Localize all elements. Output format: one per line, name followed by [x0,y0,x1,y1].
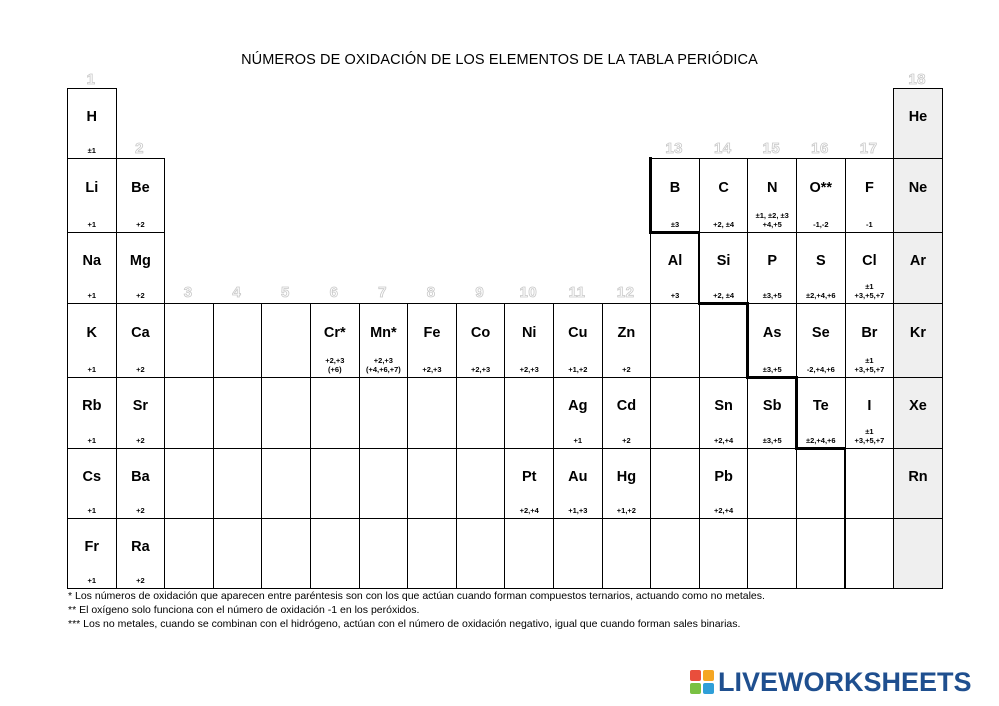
empty-cell [747,448,797,519]
group-number-17: 17 [859,140,878,157]
element-symbol: B [669,179,681,196]
element-cell-p [747,232,797,304]
empty-cell [261,377,311,449]
footnote-1: * Los números de oxidación que aparecen entre paréntesis son con los que actúan cuando forman compuestos ternarios, actuando como no metales. [68,590,765,602]
element-symbol: Pb [714,468,733,485]
element-symbol: Zn [617,324,636,341]
element-symbol: Sn [714,397,733,414]
element-symbol: Cu [568,324,588,341]
empty-cell [845,448,895,519]
element-cell-s [796,232,846,304]
oxidation-numbers: ±2,+4,+6 [806,291,836,300]
element-symbol: O** [809,179,833,196]
element-cell-f [845,158,895,233]
element-symbol: Cl [862,252,877,269]
element-cell-ar [893,232,943,304]
oxidation-numbers: +2,+3 [422,365,442,374]
element-symbol: P [767,252,778,269]
empty-cell [504,377,554,449]
oxidation-numbers: +1,+3 [568,506,588,515]
empty-cell [456,377,506,449]
element-cell-sb [747,377,797,449]
empty-cell [407,448,457,519]
oxidation-numbers: +2,+3 (+6) [325,356,345,374]
element-symbol: Cr* [323,324,346,341]
element-cell-se [796,303,846,378]
empty-cell [407,518,457,589]
empty-cell [845,518,895,589]
group-number-2: 2 [135,140,145,157]
empty-cell [164,303,214,378]
empty-cell [310,518,360,589]
element-symbol: Xe [909,397,927,414]
element-cell-c [699,158,749,233]
element-symbol: He [908,108,928,125]
oxidation-numbers: +2,+4 [714,436,734,445]
boundary-line [844,447,847,588]
element-cell-na [67,232,117,304]
oxidation-numbers: +2 [622,436,631,445]
element-symbol: Sb [762,397,782,414]
oxidation-numbers: ±3 [670,220,680,229]
oxidation-numbers: +1 [87,365,97,374]
element-cell-ni [504,303,554,378]
element-symbol: S [815,252,826,269]
boundary-line [698,231,701,304]
element-cell-li [67,158,117,233]
element-cell-kr [893,303,943,378]
empty-cell [650,448,700,519]
element-symbol: Cd [616,397,637,414]
element-cell-as [747,303,797,378]
element-symbol: Hg [616,468,637,485]
empty-cell [213,448,263,519]
oxidation-numbers: +1 [573,436,583,445]
element-cell-pt [504,448,554,519]
element-symbol: Rb [82,397,102,414]
element-cell-al [650,232,700,304]
empty-cell [456,518,506,589]
empty-cell [213,518,263,589]
element-symbol: Be [131,179,150,196]
empty-cell [359,377,409,449]
group-number-10: 10 [519,284,538,301]
group-number-11: 11 [568,284,586,301]
oxidation-numbers: +1 [87,291,97,300]
empty-cell [213,377,263,449]
element-symbol: Al [667,252,683,269]
element-cell-co [456,303,506,378]
element-symbol: Te [812,397,829,414]
element-cell-h [67,88,117,159]
element-symbol: Se [811,324,830,341]
empty-cell [407,377,457,449]
element-cell-ag [553,377,603,449]
oxidation-numbers: +2, ±4 [713,220,735,229]
empty-cell [261,518,311,589]
empty-cell [553,518,603,589]
element-cell-cr [310,303,360,378]
oxidation-numbers: ±1 +3,+5,+7 [854,282,885,300]
boundary-line [649,231,700,234]
empty-cell [359,518,409,589]
element-cell-i [845,377,895,449]
element-symbol: Na [82,252,102,269]
oxidation-numbers: ±3,+5 [762,436,782,445]
oxidation-numbers: -2,+4,+6 [806,365,835,374]
element-symbol: Br [861,324,878,341]
oxidation-numbers: ±1 [87,146,96,155]
group-number-18: 18 [908,71,927,88]
element-symbol: C [718,179,729,196]
element-cell-cu [553,303,603,378]
empty-cell [310,448,360,519]
oxidation-numbers: +1,+2 [568,365,588,374]
oxidation-numbers: +2 [136,576,145,585]
oxidation-numbers: +1 [87,576,97,585]
element-symbol: Ra [131,538,150,555]
element-cell-xe [893,377,943,449]
element-symbol: Ne [908,179,928,196]
oxidation-numbers: +2 [136,291,145,300]
group-number-14: 14 [713,140,732,157]
logo-text: LIVEWORKSHEETS [718,666,972,697]
element-symbol: Mn* [370,324,397,341]
element-symbol: H [86,108,98,125]
element-cell-si [699,232,749,304]
element-symbol: Si [716,252,731,269]
empty-cell [164,377,214,449]
element-cell-rn [893,448,943,519]
empty-cell [456,448,506,519]
oxidation-numbers: +2 [136,436,145,445]
element-symbol: Rn [908,468,928,485]
element-cell-n [747,158,797,233]
group-number-7: 7 [378,284,388,301]
oxidation-numbers: +3 [670,291,680,300]
element-cell-o [796,158,846,233]
logo-mark-icon [690,670,714,694]
empty-cell [893,518,943,589]
element-cell-sr [116,377,166,449]
element-cell-ne [893,158,943,233]
oxidation-numbers: +1,+2 [616,506,636,515]
footnotes [68,589,765,631]
element-cell-b [650,158,700,233]
group-number-4: 4 [232,284,242,301]
empty-cell [261,303,311,378]
oxidation-numbers: +1 [87,506,97,515]
group-number-12: 12 [616,284,635,301]
element-cell-be [116,158,166,233]
empty-cell [796,448,846,519]
element-symbol: Kr [909,324,927,341]
oxidation-numbers: +2 [136,220,145,229]
element-symbol: K [86,324,98,341]
boundary-line [649,157,652,233]
group-number-8: 8 [426,284,436,301]
oxidation-numbers: ±3,+5 [762,291,782,300]
empty-cell [747,518,797,589]
empty-cell [261,448,311,519]
element-cell-sn [699,377,749,449]
oxidation-numbers: +2 [622,365,631,374]
element-symbol: Ni [521,324,537,341]
element-cell-te [796,377,846,449]
element-cell-cs [67,448,117,519]
element-cell-k [67,303,117,378]
boundary-line [795,447,846,450]
element-cell-mn [359,303,409,378]
element-symbol: Fr [84,538,100,555]
element-symbol: Co [470,324,491,341]
footnote-2: ** El oxígeno solo funciona con el número de oxidación -1 en los peróxidos. [68,604,420,616]
element-symbol: Ba [131,468,150,485]
oxidation-numbers: ±1, ±2, ±3 +4,+5 [755,211,789,229]
group-number-16: 16 [811,140,829,157]
oxidation-numbers: -1 [866,220,873,229]
oxidation-numbers: -1,-2 [813,220,829,229]
boundary-line [746,376,797,379]
oxidation-numbers: +2,+3 [471,365,491,374]
page-title: NÚMEROS DE OXIDACIÓN DE LOS ELEMENTOS DE LA TABLA PERIÓDICA [241,52,758,68]
element-cell-cd [602,377,652,449]
element-symbol: Ar [909,252,927,269]
element-cell-he [893,88,943,159]
empty-cell [310,377,360,449]
oxidation-numbers: +1 [87,220,97,229]
element-cell-ra [116,518,166,589]
element-symbol: F [864,179,874,196]
empty-cell [213,303,263,378]
element-symbol: Ca [131,324,150,341]
empty-cell [504,518,554,589]
element-cell-pb [699,448,749,519]
oxidation-numbers: +2,+3 (+4,+6,+7) [365,356,401,374]
element-cell-fe [407,303,457,378]
group-number-5: 5 [280,284,290,301]
empty-cell [164,518,214,589]
element-symbol: Pt [521,468,537,485]
boundary-line [795,376,798,449]
empty-cell [796,518,846,589]
element-symbol: Li [85,179,99,196]
element-cell-cl [845,232,895,304]
oxidation-numbers: ±1 +3,+5,+7 [854,356,885,374]
oxidation-numbers: ±1 +3,+5,+7 [854,427,885,445]
element-symbol: Au [568,468,588,485]
element-symbol: I [867,397,872,414]
element-cell-hg [602,448,652,519]
group-number-6: 6 [329,284,339,301]
group-number-9: 9 [475,284,485,301]
element-cell-zn [602,303,652,378]
element-cell-ca [116,303,166,378]
group-number-1: 1 [86,71,96,88]
group-number-13: 13 [665,140,684,157]
oxidation-numbers: ±2,+4,+6 [806,436,836,445]
empty-cell [602,518,652,589]
oxidation-numbers: ±3,+5 [762,365,782,374]
element-symbol: Ag [568,397,588,414]
element-cell-mg [116,232,166,304]
oxidation-numbers: +2,+4 [714,506,734,515]
oxidation-numbers: +2,+3 [519,365,539,374]
element-cell-br [845,303,895,378]
empty-cell [650,377,700,449]
footnote-3: *** Los no metales, cuando se combinan con el hidrógeno, actúan con el número de oxidación negativo, igual que cuando forman sales binarias. [68,618,741,630]
element-cell-fr [67,518,117,589]
oxidation-numbers: +2, ±4 [713,291,735,300]
element-symbol: As [762,324,782,341]
oxidation-numbers: +2 [136,365,145,374]
group-number-3: 3 [183,284,193,301]
element-cell-au [553,448,603,519]
empty-cell [164,448,214,519]
oxidation-numbers: +2,+4 [519,506,539,515]
element-symbol: Fe [423,324,441,341]
empty-cell [699,518,749,589]
liveworksheets-logo[interactable] [690,664,972,700]
element-symbol: N [766,179,778,196]
boundary-line [746,302,749,378]
empty-cell [650,303,700,378]
empty-cell [699,303,749,378]
oxidation-numbers: +1 [87,436,97,445]
element-symbol: Cs [82,468,102,485]
boundary-line [698,302,749,305]
element-symbol: Mg [129,252,151,269]
oxidation-numbers: +2 [136,506,145,515]
group-number-15: 15 [762,140,781,157]
empty-cell [359,448,409,519]
element-symbol: Sr [132,397,149,414]
element-cell-ba [116,448,166,519]
empty-cell [650,518,700,589]
element-cell-rb [67,377,117,449]
